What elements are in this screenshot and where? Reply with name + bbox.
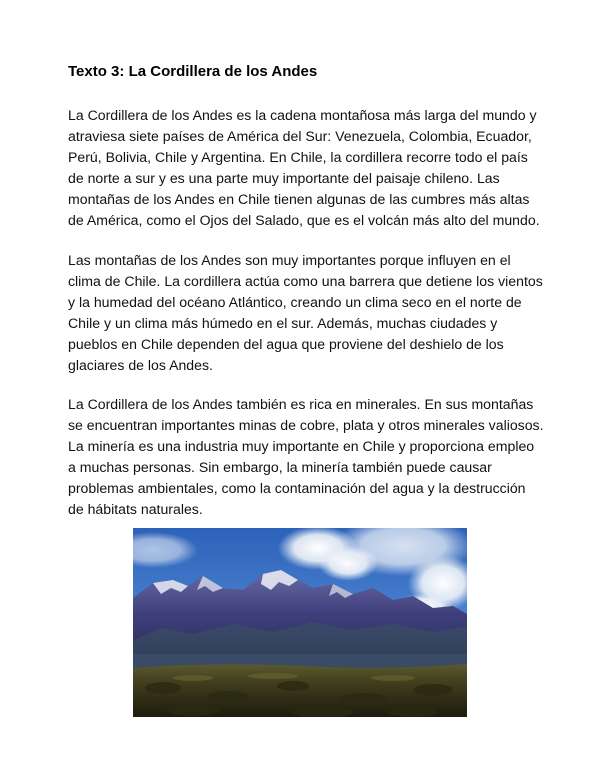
paragraph-line: Perú, Bolivia, Chile y Argentina. En Chile, la cordillera recorre todo el país bbox=[68, 148, 528, 165]
paragraph-line: de América, como el Ojos del Salado, que es el volcán más alto del mundo. bbox=[68, 211, 540, 228]
paragraph-line: se encuentran importantes minas de cobre, plata y otros minerales valiosos. bbox=[68, 416, 544, 433]
paragraph-line: pueblos en Chile dependen del agua que proviene del deshielo de los bbox=[68, 335, 504, 352]
paragraph-2 bbox=[68, 250, 543, 375]
paragraph-line: a muchas personas. Sin embargo, la minería también puede causar bbox=[68, 458, 492, 475]
paragraph-line: y la humedad del océano Atlántico, creando un clima seco en el norte de bbox=[68, 293, 522, 310]
paragraph-line: de norte a sur y es una parte muy importante del paisaje chileno. Las bbox=[68, 169, 500, 186]
paragraph-line: de hábitats naturales. bbox=[68, 500, 203, 517]
paragraph-line: atraviesa siete países de América del Sur: Venezuela, Colombia, Ecuador, bbox=[68, 127, 532, 144]
paragraph-line: Chile y un clima más húmedo en el sur. Además, muchas ciudades y bbox=[68, 314, 498, 331]
paragraph-1 bbox=[68, 105, 538, 230]
document-title: Texto 3: La Cordillera de los Andes bbox=[68, 63, 318, 80]
paragraph-line: montañas de los Andes en Chile tienen algunas de las cumbres más altas bbox=[68, 190, 530, 207]
paragraph-line: clima de Chile. La cordillera actúa como una barrera que detiene los vientos bbox=[68, 272, 543, 289]
paragraph-3 bbox=[68, 394, 544, 519]
paragraph-line: La minería es una industria muy importante en Chile y proporciona empleo bbox=[68, 437, 535, 454]
paragraph-line: Las montañas de los Andes son muy importantes porque influyen en el bbox=[68, 252, 511, 268]
paragraph-line: La Cordillera de los Andes es la cadena montañosa más larga del mundo y bbox=[68, 107, 537, 123]
paragraph-line: problemas ambientales, como la contaminación del agua y la destrucción bbox=[68, 479, 526, 496]
paragraph-line: glaciares de los Andes. bbox=[68, 356, 213, 373]
andes-mountain-photo bbox=[133, 528, 467, 717]
paragraph-line: La Cordillera de los Andes también es rica en minerales. En sus montañas bbox=[68, 396, 534, 412]
